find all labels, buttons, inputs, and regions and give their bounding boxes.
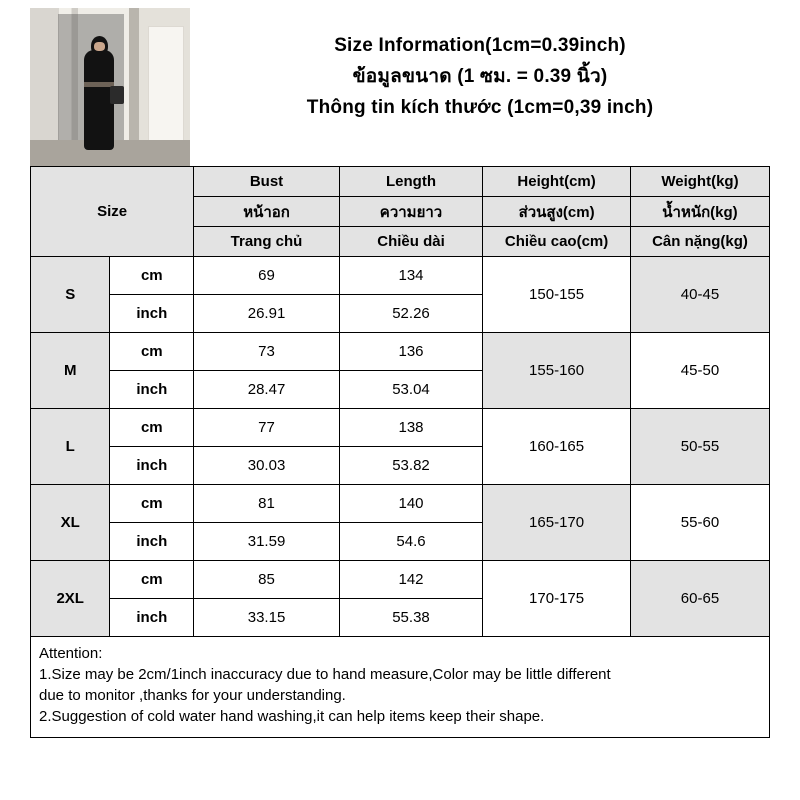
row-size-name: 2XL [31,561,110,637]
table-row [31,409,770,447]
row-weight: 40-45 [630,257,769,333]
window-shape [148,26,184,148]
row-weight: 60-65 [630,561,769,637]
header-size-label: Size [31,167,194,257]
row-length-inch: 53.82 [339,447,482,485]
row-bust-cm: 73 [194,333,340,371]
model-face [94,42,105,51]
row-size-name: M [31,333,110,409]
header [30,0,770,166]
row-length-cm: 134 [339,257,482,295]
title-block [190,8,770,166]
title-line-vi: Thông tin kích thước (1cm=0,39 inch) [306,97,654,118]
attention-block [30,637,770,738]
attention-line-1: 1.Size may be 2cm/1inch inaccuracy due to hand measure,Color may be little different [39,666,611,683]
header-weight-th: น้ำหนัก(kg) [630,197,769,227]
model-bag [110,86,124,104]
header-length-en: Length [339,167,482,197]
row-bust-inch: 33.15 [194,599,340,637]
title-line-th: ข้อมูลขนาด (1 ซม. = 0.39 นิ้ว) [352,66,608,87]
product-photo [30,8,190,166]
row-unit-inch: inch [110,523,194,561]
row-unit-cm: cm [110,409,194,447]
table-row [31,257,770,295]
row-height: 150-155 [483,257,631,333]
row-length-cm: 142 [339,561,482,599]
table-row [31,333,770,371]
header-bust-th: หน้าอก [194,197,340,227]
row-unit-inch: inch [110,295,194,333]
title-line-en: Size Information(1cm=0.39inch) [334,35,626,56]
row-size-name: XL [31,485,110,561]
row-unit-cm: cm [110,485,194,523]
row-length-cm: 138 [339,409,482,447]
attention-heading: Attention: [39,645,103,662]
row-unit-inch: inch [110,371,194,409]
header-height-en: Height(cm) [483,167,631,197]
row-bust-cm: 77 [194,409,340,447]
header-height-vi: Chiều cao(cm) [483,227,631,257]
row-size-name: L [31,409,110,485]
row-weight: 50-55 [630,409,769,485]
table-row [31,561,770,599]
table-header-row-en [31,167,770,197]
row-bust-inch: 28.47 [194,371,340,409]
row-bust-cm: 81 [194,485,340,523]
attention-line-2: due to monitor ,thanks for your understanding. [39,687,346,704]
row-length-inch: 53.04 [339,371,482,409]
header-length-vi: Chiều dài [339,227,482,257]
header-length-th: ความยาว [339,197,482,227]
row-height: 165-170 [483,485,631,561]
header-weight-vi: Cân nặng(kg) [630,227,769,257]
row-bust-inch: 31.59 [194,523,340,561]
row-unit-cm: cm [110,257,194,295]
row-size-name: S [31,257,110,333]
row-bust-inch: 26.91 [194,295,340,333]
row-bust-cm: 69 [194,257,340,295]
row-unit-inch: inch [110,447,194,485]
row-height: 170-175 [483,561,631,637]
row-length-inch: 52.26 [339,295,482,333]
row-weight: 55-60 [630,485,769,561]
row-bust-cm: 85 [194,561,340,599]
attention-line-3: 2.Suggestion of cold water hand washing,it can help items keep their shape. [39,708,545,725]
row-height: 155-160 [483,333,631,409]
header-weight-en: Weight(kg) [630,167,769,197]
header-bust-en: Bust [194,167,340,197]
row-weight: 45-50 [630,333,769,409]
header-bust-vi: Trang chủ [194,227,340,257]
row-unit-cm: cm [110,561,194,599]
table-row [31,485,770,523]
row-bust-inch: 30.03 [194,447,340,485]
row-length-inch: 55.38 [339,599,482,637]
row-unit-inch: inch [110,599,194,637]
row-height: 160-165 [483,409,631,485]
row-length-cm: 140 [339,485,482,523]
size-table [30,166,770,637]
header-height-th: ส่วนสูง(cm) [483,197,631,227]
row-length-cm: 136 [339,333,482,371]
row-length-inch: 54.6 [339,523,482,561]
row-unit-cm: cm [110,333,194,371]
